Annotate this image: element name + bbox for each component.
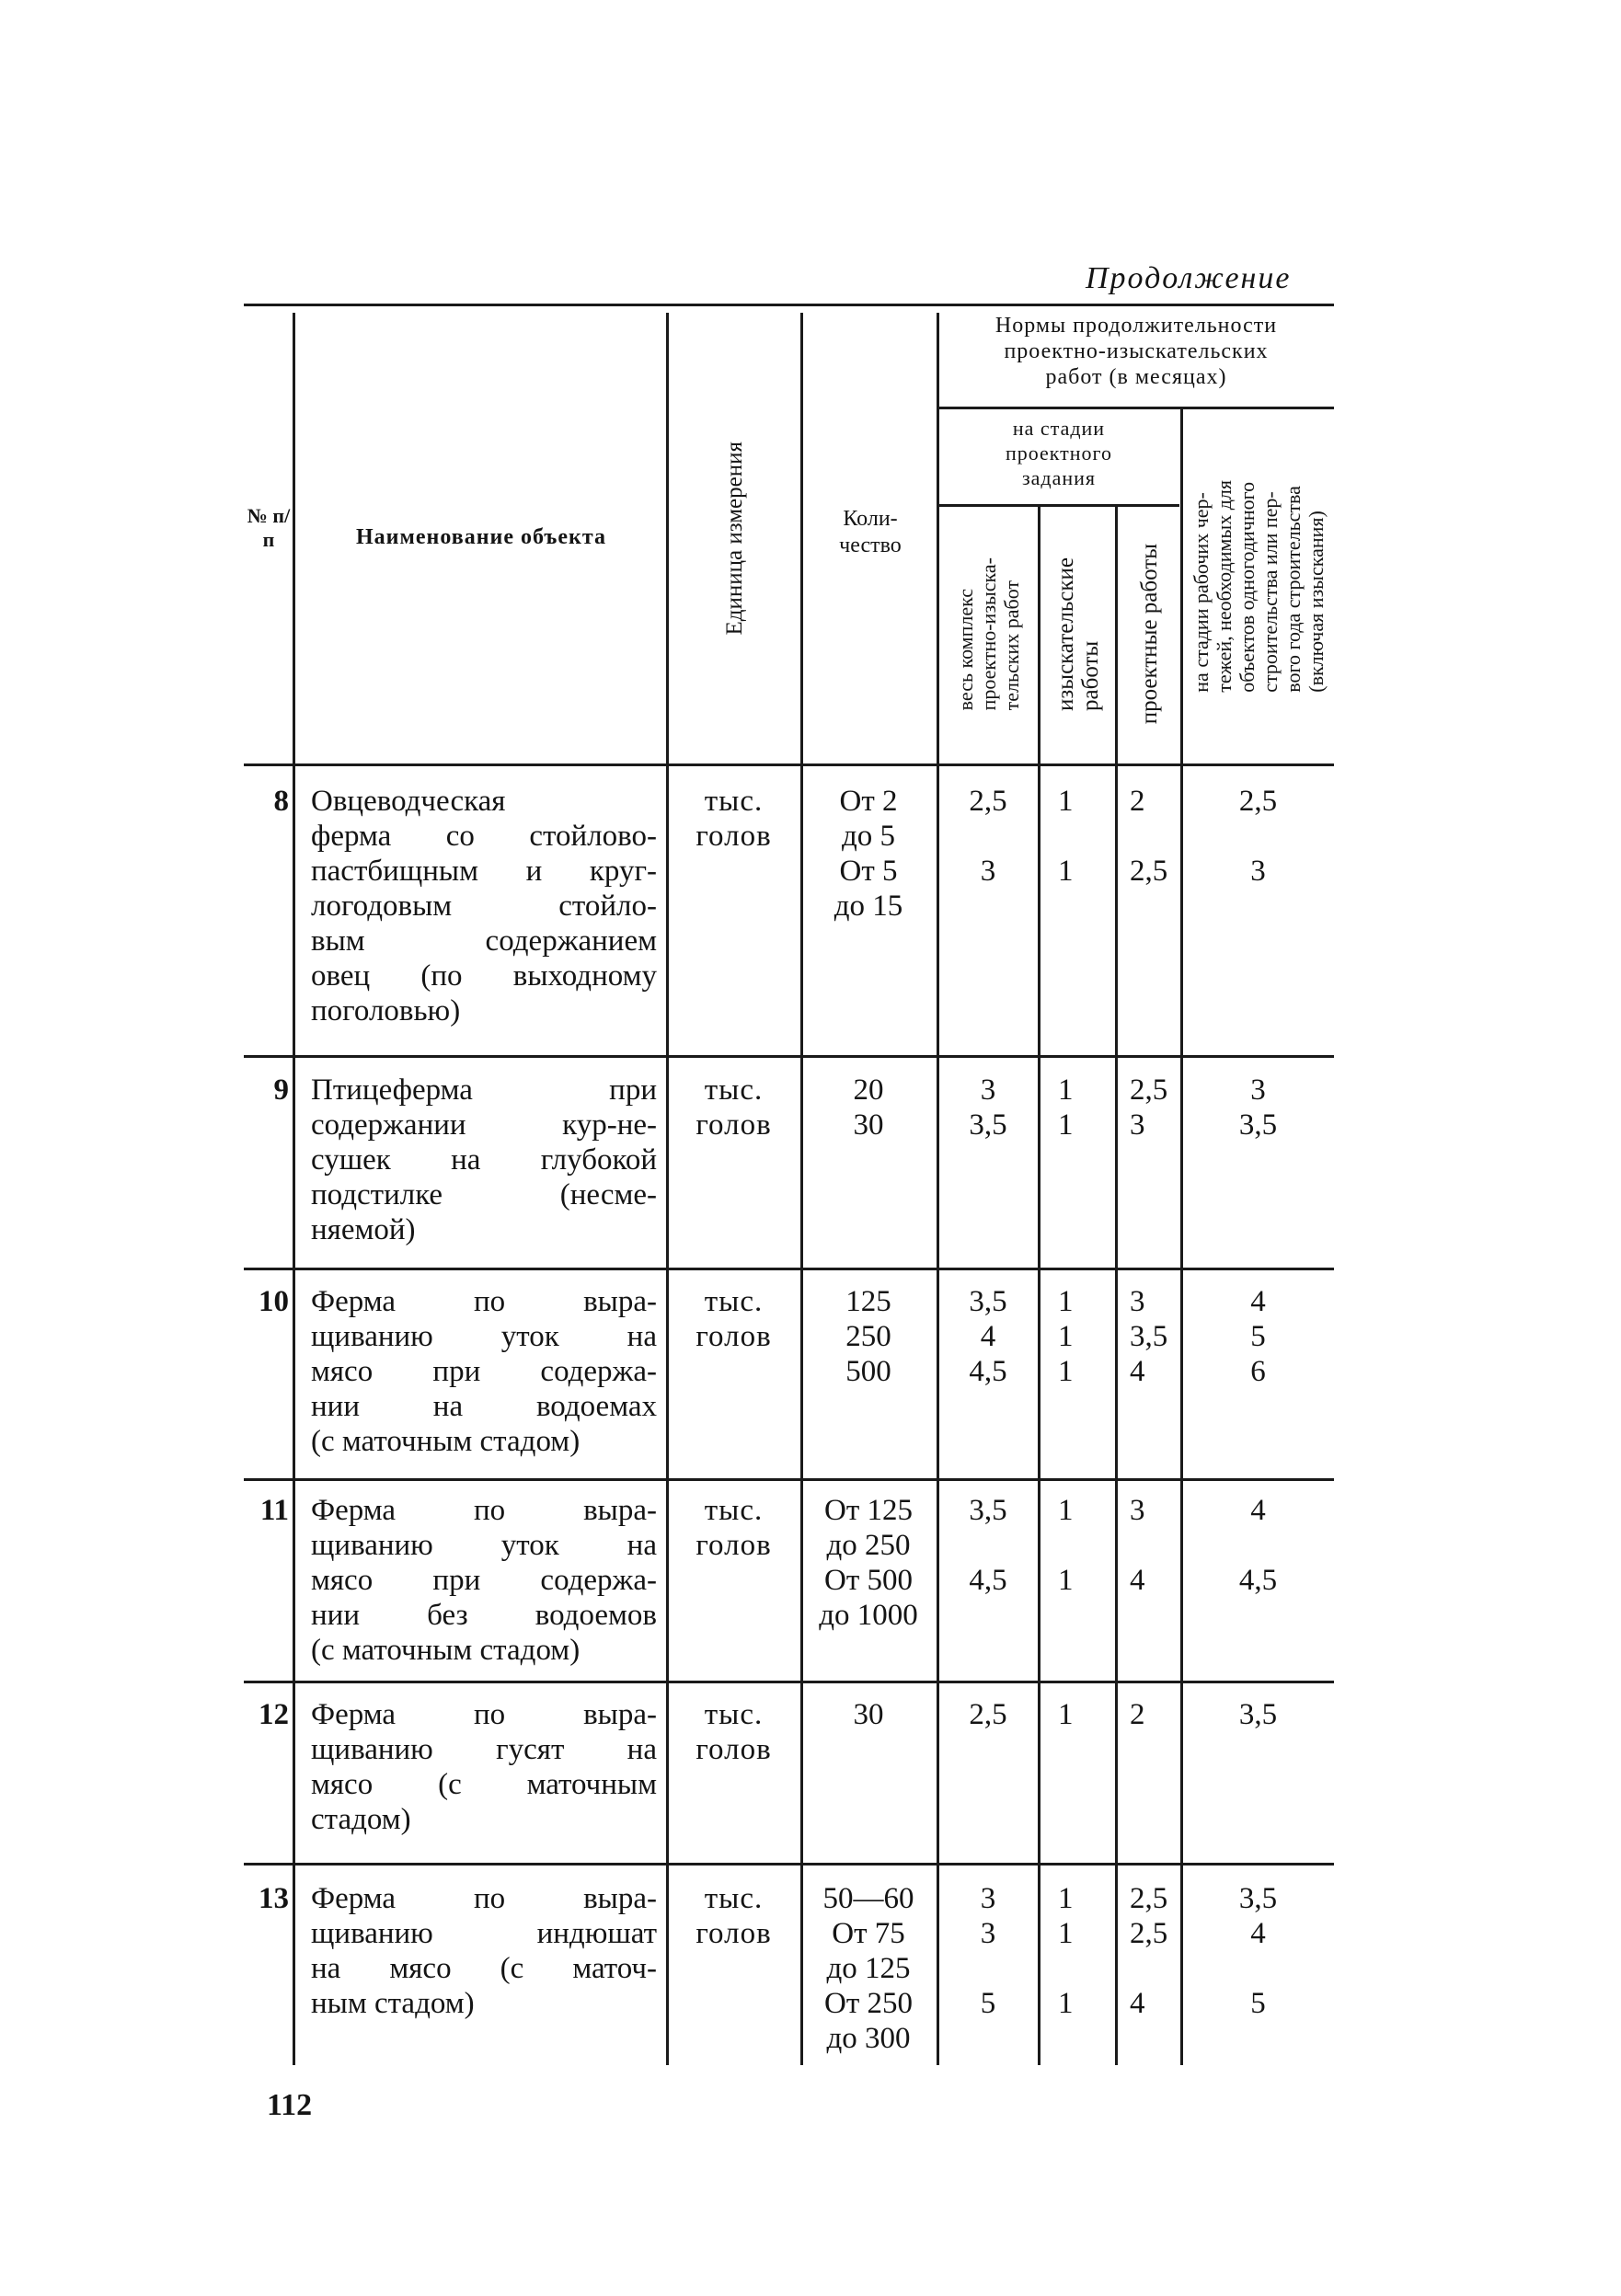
- row-design-cell: 2,5: [1130, 1882, 1168, 1915]
- row-qty-cell: 50—60: [822, 1882, 914, 1915]
- row-survey-cell: 1: [1058, 1698, 1074, 1731]
- row-survey-cell: 1: [1058, 785, 1074, 818]
- row-design-cell: 2,5: [1130, 1073, 1168, 1107]
- row-name-cell: щиванию уток на: [311, 1320, 657, 1353]
- row-name-cell: щиванию гусят на: [311, 1733, 657, 1766]
- row-unit-cell: тыс.: [704, 1285, 764, 1318]
- row-qty-cell: до 5: [841, 820, 896, 853]
- stage-group-rule: [938, 504, 1179, 507]
- row-name-cell: сушек на глубокой: [311, 1143, 657, 1177]
- row-design-cell: 2: [1130, 785, 1145, 818]
- row-survey-cell: 1: [1058, 1073, 1074, 1107]
- row-survey-cell: 1: [1058, 1564, 1074, 1597]
- row-name-cell: мясо при содержа-: [311, 1355, 657, 1388]
- row-working-cell: 4,5: [1238, 1564, 1278, 1597]
- row-name-cell: Ферма по выра-: [311, 1698, 657, 1731]
- row-qty-cell: до 1000: [819, 1599, 918, 1632]
- row-name-cell: пастбищным и круг-: [311, 855, 657, 888]
- header-cell: Нормы продолжительности проектно-изыскательских работ (в месяцах): [994, 314, 1278, 389]
- row-divider-rule: [244, 1055, 1334, 1058]
- row-working-cell: 4: [1250, 1494, 1266, 1527]
- row-full-cell: 3: [980, 1882, 996, 1915]
- row-qty-cell: От 125: [823, 1494, 913, 1527]
- row-working-cell: 6: [1250, 1355, 1266, 1388]
- row-full-cell: 4,5: [969, 1564, 1007, 1597]
- row-name-cell: ным стадом): [311, 1987, 475, 2020]
- row-name-cell: содержании кур-не-: [311, 1108, 657, 1142]
- row-working-cell: 3: [1250, 1073, 1266, 1107]
- header-bottom-rule: [244, 763, 1334, 766]
- row-working-cell: 5: [1250, 1320, 1266, 1353]
- row-qty-cell: 500: [845, 1355, 891, 1388]
- row-design-cell: 4: [1130, 1564, 1145, 1597]
- row-working-cell: 3,5: [1238, 1698, 1278, 1731]
- header-cell-vertical: весь комплекс проектно-изыска- тельских работ: [954, 557, 1023, 711]
- row-qty-cell: до 15: [833, 890, 903, 923]
- header-cell: № п/п: [247, 504, 291, 552]
- row-design-cell: 2: [1130, 1698, 1145, 1731]
- row-name-cell: мясо при содержа-: [311, 1564, 657, 1597]
- row-qty-cell: От 2: [839, 785, 898, 818]
- row-unit-cell: голов: [696, 1917, 772, 1950]
- row-unit-cell: тыс.: [704, 1073, 764, 1107]
- row-name-cell: (с маточным стадом): [311, 1634, 581, 1667]
- row-unit-cell: голов: [696, 1529, 772, 1562]
- row-full-cell: 5: [980, 1987, 996, 2020]
- row-working-cell: 3,5: [1238, 1882, 1278, 1915]
- row-name-cell: няемой): [311, 1213, 416, 1246]
- row-name-cell: Ферма по выра-: [311, 1285, 657, 1318]
- row-full-cell: 2,5: [969, 1698, 1007, 1731]
- row-name-cell: логодовым стойло-: [311, 890, 657, 923]
- row-divider-rule: [244, 1681, 1334, 1683]
- row-working-cell: 4: [1250, 1285, 1266, 1318]
- row-working-cell: 5: [1250, 1987, 1266, 2020]
- page-header-continuation: Продолжение: [1086, 261, 1292, 295]
- row-qty-cell: до 250: [826, 1529, 911, 1562]
- row-survey-cell: 1: [1058, 1882, 1074, 1915]
- row-number: 12: [259, 1698, 289, 1731]
- row-survey-cell: 1: [1058, 1320, 1074, 1353]
- row-design-cell: 3: [1130, 1494, 1145, 1527]
- header-cell: на стадии проектного задания: [1005, 417, 1113, 489]
- row-qty-cell: до 125: [826, 1952, 911, 1985]
- row-qty-cell: до 300: [826, 2022, 911, 2055]
- row-survey-cell: 1: [1058, 855, 1074, 888]
- row-survey-cell: 1: [1058, 1285, 1074, 1318]
- row-full-cell: 3,5: [969, 1285, 1007, 1318]
- row-qty-cell: 30: [853, 1698, 884, 1731]
- row-design-cell: 3: [1130, 1108, 1145, 1142]
- row-qty-cell: От 500: [823, 1564, 913, 1597]
- header-cell: Коли- чество: [839, 507, 902, 557]
- row-full-cell: 2,5: [969, 785, 1007, 818]
- row-design-cell: 2,5: [1130, 1917, 1168, 1950]
- row-working-cell: 3,5: [1238, 1108, 1278, 1142]
- row-qty-cell: 30: [853, 1108, 884, 1142]
- row-survey-cell: 1: [1058, 1108, 1074, 1142]
- row-qty-cell: 250: [845, 1320, 891, 1353]
- row-full-cell: 3: [980, 1073, 996, 1107]
- row-name-cell: щиванию уток на: [311, 1529, 657, 1562]
- row-full-cell: 3: [980, 1917, 996, 1950]
- row-number: 9: [273, 1073, 289, 1107]
- row-survey-cell: 1: [1058, 1355, 1074, 1388]
- column-rule: [800, 313, 803, 2065]
- header-cell: Наименование объекта: [356, 525, 606, 549]
- table-top-rule: [244, 304, 1334, 306]
- row-number: 13: [259, 1882, 289, 1915]
- row-survey-cell: 1: [1058, 1987, 1074, 2020]
- row-design-cell: 2,5: [1130, 855, 1168, 888]
- row-design-cell: 4: [1130, 1987, 1145, 2020]
- row-name-cell: мясо (с маточным: [311, 1768, 657, 1801]
- row-qty-cell: 125: [845, 1285, 891, 1318]
- row-qty-cell: От 5: [839, 855, 898, 888]
- row-name-cell: подстилке (несме-: [311, 1178, 657, 1211]
- row-working-cell: 4: [1250, 1917, 1266, 1950]
- norms-group-rule: [938, 407, 1334, 409]
- row-unit-cell: голов: [696, 820, 772, 853]
- row-divider-rule: [244, 1478, 1334, 1481]
- row-number: 10: [259, 1285, 289, 1318]
- row-unit-cell: тыс.: [704, 785, 764, 818]
- row-name-cell: нии без водоемов: [311, 1599, 657, 1632]
- row-name-cell: овец (по выходному: [311, 959, 657, 993]
- row-survey-cell: 1: [1058, 1494, 1074, 1527]
- row-name-cell: стадом): [311, 1803, 411, 1836]
- row-name-cell: Птицеферма при: [311, 1073, 657, 1107]
- row-full-cell: 3,5: [969, 1494, 1007, 1527]
- row-qty-cell: От 75: [832, 1917, 905, 1950]
- row-unit-cell: голов: [696, 1320, 772, 1353]
- row-design-cell: 3,5: [1130, 1320, 1168, 1353]
- row-design-cell: 3: [1130, 1285, 1145, 1318]
- row-unit-cell: тыс.: [704, 1494, 764, 1527]
- row-number: 8: [273, 785, 289, 818]
- column-rule: [293, 313, 295, 2065]
- row-working-cell: 2,5: [1238, 785, 1278, 818]
- row-full-cell: 3,5: [969, 1108, 1007, 1142]
- row-name-cell: нии на водоемах: [311, 1390, 657, 1423]
- row-name-cell: поголовью): [311, 994, 461, 1027]
- row-design-cell: 4: [1130, 1355, 1145, 1388]
- row-name-cell: (с маточным стадом): [311, 1425, 581, 1458]
- page-number: 112: [267, 2088, 313, 2122]
- row-divider-rule: [244, 1268, 1334, 1270]
- row-working-cell: 3: [1250, 855, 1266, 888]
- row-name-cell: Овцеводческая: [311, 785, 506, 818]
- row-unit-cell: тыс.: [704, 1882, 764, 1915]
- header-cell-vertical: на стадии рабочих чер- тежей, необходимых для объектов одногодичного строительства или пер- вого года строительства (включая изыскания): [1190, 479, 1328, 693]
- row-qty-cell: От 250: [823, 1987, 913, 2020]
- row-name-cell: щиванию индюшат: [311, 1917, 657, 1950]
- row-unit-cell: голов: [696, 1108, 772, 1142]
- row-number: 11: [259, 1494, 289, 1527]
- row-full-cell: 4: [980, 1320, 996, 1353]
- row-name-cell: вым содержанием: [311, 924, 657, 958]
- row-unit-cell: голов: [696, 1733, 772, 1766]
- row-survey-cell: 1: [1058, 1917, 1074, 1950]
- row-name-cell: на мясо (с маточ-: [311, 1952, 657, 1985]
- row-name-cell: Ферма по выра-: [311, 1882, 657, 1915]
- row-name-cell: ферма со стойлово-: [311, 820, 657, 853]
- row-unit-cell: тыс.: [704, 1698, 764, 1731]
- row-qty-cell: 20: [853, 1073, 884, 1107]
- row-full-cell: 3: [980, 855, 996, 888]
- row-name-cell: Ферма по выра-: [311, 1494, 657, 1527]
- header-cell-vertical: Единица измерения: [722, 441, 747, 636]
- header-cell-vertical: проектные работы: [1136, 544, 1162, 725]
- header-cell-vertical: изыскательские работы: [1052, 557, 1103, 711]
- row-full-cell: 4,5: [969, 1355, 1007, 1388]
- row-divider-rule: [244, 1863, 1334, 1866]
